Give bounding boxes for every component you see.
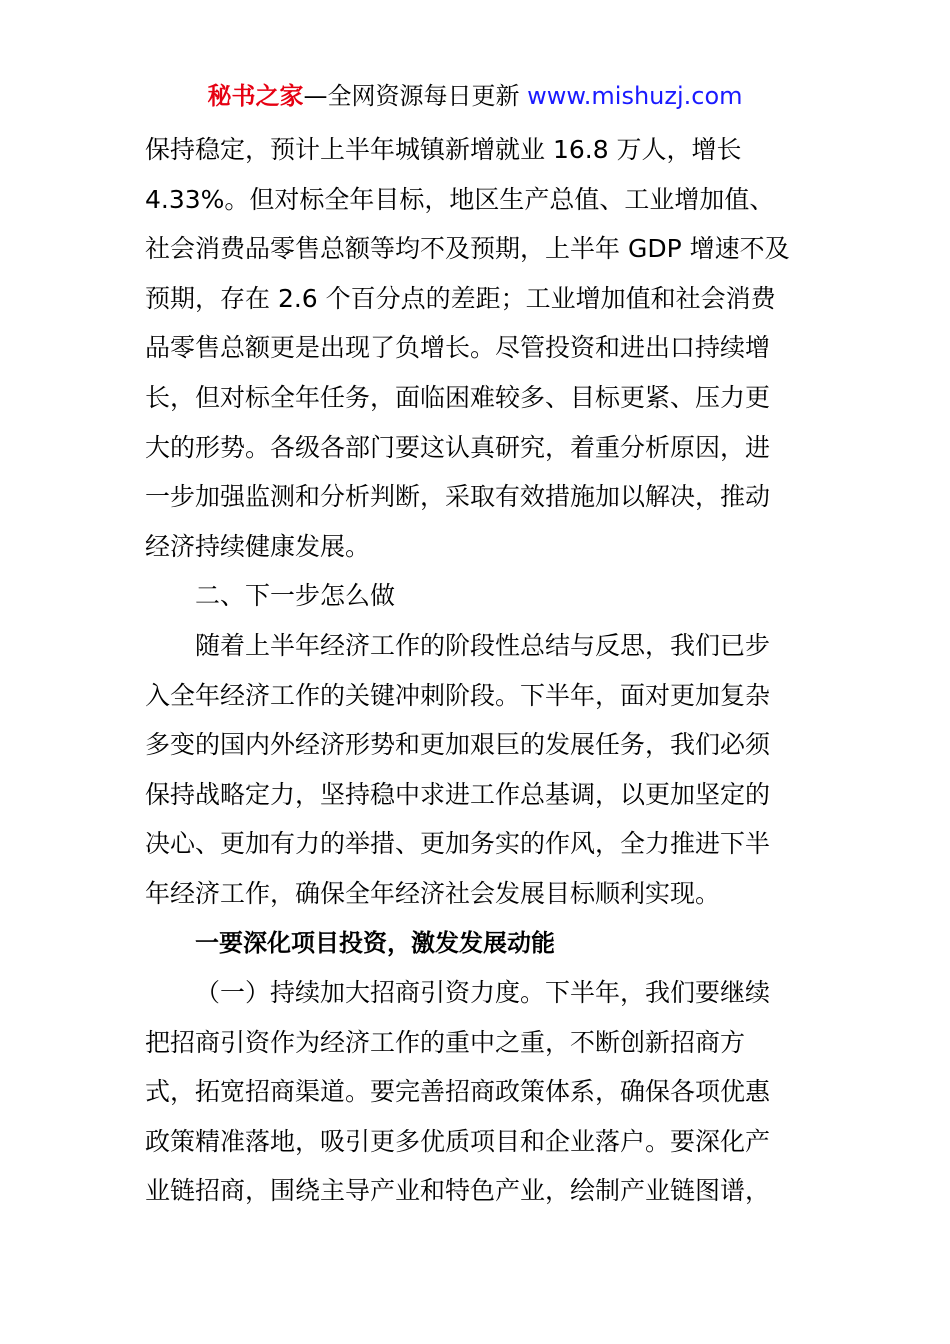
body-line: 随着上半年经济工作的阶段性总结与反思，我们已步 [195,630,771,660]
body-line: 保持战略定力，坚持稳中求进工作总基调，以更加坚定的 [145,779,771,809]
body-line: 年经济工作，确保全年经济社会发展目标顺利实现。 [145,878,721,908]
body-line: 社会消费品零售总额等均不及预期，上半年 GDP 增速不及 [145,234,790,264]
body-line: 政策精准落地，吸引更多优质项目和企业落户。要深化产 [145,1126,771,1156]
body-line: 大的形势。各级各部门要这认真研究，着重分析原因，进 [145,432,771,462]
header-tagline: —全网资源每日更新 [303,82,528,110]
body-line: 保持稳定，预计上半年城镇新增就业 16.8 万人，增长 [145,135,742,164]
body-line: 决心、更加有力的举措、更加务实的作风，全力推进下半 [145,829,771,859]
body-line: 把招商引资作为经济工作的重中之重，不断创新招商方 [145,1027,746,1057]
subsection-heading: 一要深化项目投资，激发发展动能 [195,928,555,957]
body-line: 品零售总额更是出现了负增长。尽管投资和进出口持续增 [145,333,771,363]
section-heading: 二、下一步怎么做 [195,581,396,611]
document-body [145,125,810,1216]
body-line: 多变的国内外经济形势和更加艰巨的发展任务，我们必须 [145,730,771,760]
body-line: 预期，存在 2.6 个百分点的差距；工业增加值和社会消费 [145,283,776,313]
body-line: 经济持续健康发展。 [145,531,371,561]
body-line: 一步加强监测和分析判断，采取有效措施加以解决，推动 [145,482,771,512]
body-line: 长，但对标全年任务，面临困难较多、目标更紧、压力更 [145,382,771,412]
body-line: 业链招商，围绕主导产业和特色产业，绘制产业链图谱， [145,1176,771,1206]
body-line: 4.33%。但对标全年目标，地区生产总值、工业增加值、 [145,184,775,214]
site-url-link[interactable]: www.mishuzj.com [527,82,743,110]
site-header [0,80,950,112]
body-line: （一）持续加大招商引资力度。下半年，我们要继续 [195,978,771,1008]
body-line: 入全年经济工作的关键冲刺阶段。下半年，面对更加复杂 [145,680,771,710]
body-line: 式，拓宽招商渠道。要完善招商政策体系，确保各项优惠 [145,1077,771,1107]
brand-name: 秘书之家 [207,82,304,110]
